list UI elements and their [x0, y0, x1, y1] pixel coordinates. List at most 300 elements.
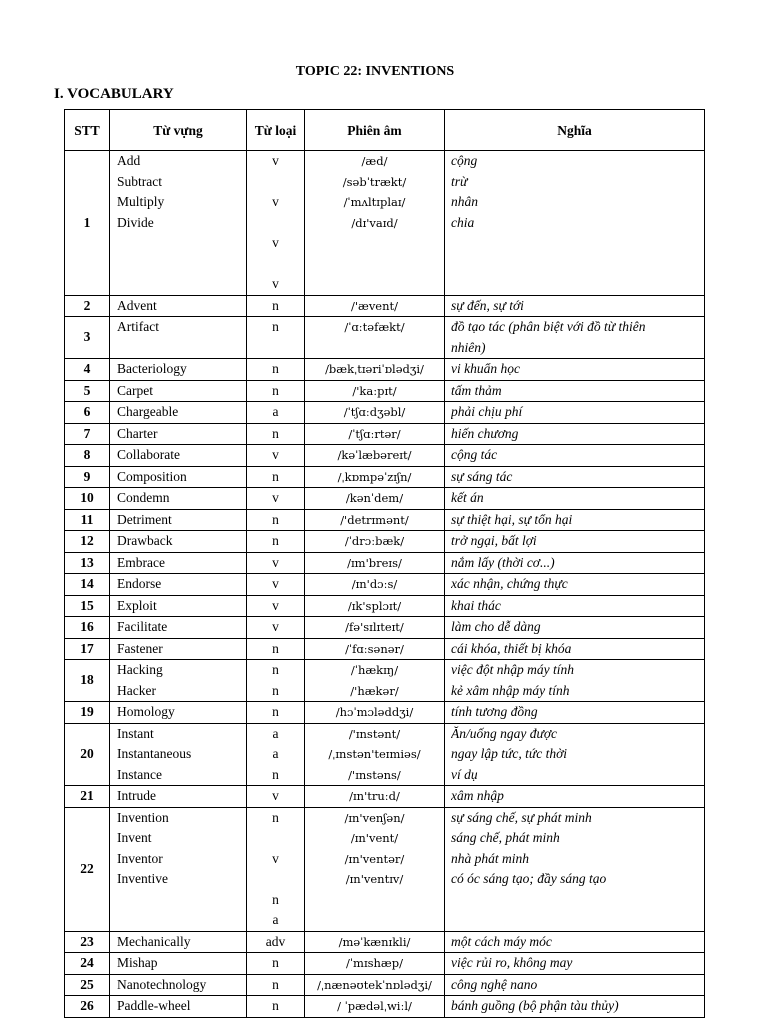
phonetic-line: /ɪn'venʃən/ [344, 810, 405, 825]
row-number: 2 [65, 295, 110, 317]
word-class [247, 660, 305, 702]
vocab-word-line: Composition [117, 468, 187, 484]
meaning-line: cộng tác [451, 447, 498, 462]
meaning [445, 786, 705, 808]
meaning-line: cộng [451, 153, 478, 168]
vocab-word [110, 317, 247, 359]
phonetic [305, 317, 445, 359]
phonetic-line: /ˈtʃɑːdʒəbl/ [343, 405, 406, 419]
meaning [445, 380, 705, 402]
word-class-line: n [272, 955, 279, 970]
meaning-line: sự sáng chế, sự phát minh [451, 809, 592, 825]
vocab-word [110, 151, 247, 296]
table-body [65, 151, 705, 1018]
phonetic-line: /'ɪnstənt/ [348, 726, 401, 741]
phonetic [305, 552, 445, 574]
header-ipa: Phiên âm [305, 110, 445, 151]
word-class [247, 931, 305, 953]
meaning-line: sự thiệt hại, sự tổn hại [451, 511, 573, 527]
word-class [247, 151, 305, 296]
word-class-line: n [272, 297, 279, 313]
row-number: 11 [65, 509, 110, 531]
word-class [247, 807, 305, 931]
meaning [445, 996, 705, 1018]
meaning [445, 151, 705, 296]
phonetic-line: /səbˈtrækt/ [342, 174, 407, 189]
meaning [445, 445, 705, 467]
word-class [247, 445, 305, 467]
vocab-word [110, 295, 247, 317]
table-row [65, 445, 705, 467]
vocab-word-line: Add [117, 153, 141, 168]
word-class-line: n [272, 704, 279, 719]
header-stt: STT [65, 110, 110, 151]
vocab-word-line: Intrude [117, 788, 156, 803]
phonetic-line: /ˈmʌltɪplaɪ/ [343, 195, 406, 209]
vocabulary-table [64, 109, 705, 1018]
word-class-line: a [272, 912, 279, 927]
meaning-line: chia [451, 214, 475, 230]
phonetic-line: /məˈkænɪkli/ [338, 934, 411, 949]
word-class [247, 974, 305, 996]
word-class-line: n [272, 468, 279, 484]
vocab-word [110, 531, 247, 553]
table-row [65, 295, 705, 317]
phonetic [305, 931, 445, 953]
phonetic [305, 974, 445, 996]
word-class-line: v [272, 850, 279, 866]
table-row [65, 807, 705, 931]
word-class-line: v [272, 447, 279, 462]
vocab-word-line: Charter [117, 425, 158, 441]
row-number: 6 [65, 402, 110, 424]
word-class-line: a [272, 746, 279, 761]
vocab-word-line: Fastener [117, 640, 163, 656]
vocab-word-line: Mechanically [117, 933, 191, 949]
meaning [445, 807, 705, 931]
word-class [247, 317, 305, 359]
vocab-word-line: Invent [117, 830, 152, 845]
vocab-word [110, 996, 247, 1018]
table-row [65, 552, 705, 574]
word-class-line: n [272, 891, 279, 907]
phonetic-line: /ˈmɪshæp/ [346, 956, 403, 970]
vocab-word-line: Facilitate [117, 619, 168, 634]
word-class-line [251, 869, 300, 890]
phonetic-line: /'hækər/ [350, 683, 399, 698]
topic-title: TOPIC 22: INVENTIONS [295, 64, 455, 79]
vocab-word [110, 931, 247, 953]
phonetic-line: /ˈfɑːsənər/ [345, 641, 404, 656]
vocab-word-line: Nanotechnology [117, 976, 207, 992]
phonetic [305, 660, 445, 702]
meaning [445, 574, 705, 596]
phonetic [305, 466, 445, 488]
phonetic-line: /ˈdrɔːbæk/ [344, 534, 405, 548]
word-class-line: n [272, 533, 279, 548]
word-class-line: v [272, 276, 279, 291]
vocab-word-line: Divide [117, 214, 154, 230]
row-number: 3 [65, 317, 110, 359]
phonetic-line: /ɪn'ventər/ [344, 851, 405, 866]
row-number: 20 [65, 723, 110, 786]
vocab-word [110, 423, 247, 445]
vocab-word-line: Condemn [117, 490, 170, 505]
table-row [65, 931, 705, 953]
meaning-line: cái khóa, thiết bị khóa [451, 640, 572, 656]
vocab-word-line: Exploit [117, 597, 157, 613]
phonetic [305, 402, 445, 424]
meaning-line: tính tương đồng [451, 704, 538, 719]
word-class-line [251, 254, 300, 275]
vocab-word [110, 488, 247, 510]
word-class-line: a [272, 404, 279, 419]
word-class-line: v [272, 788, 279, 803]
word-class [247, 488, 305, 510]
phonetic [305, 531, 445, 553]
meaning-line: tấm thảm [451, 382, 502, 398]
meaning [445, 402, 705, 424]
phonetic-line: /æd/ [361, 154, 388, 168]
meaning-line: có óc sáng tạo; đầy sáng tạo [451, 871, 607, 886]
phonetic-line: /kənˈdem/ [345, 491, 404, 505]
vocab-word-line: Artifact [117, 319, 159, 334]
vocab-word-line: Embrace [117, 554, 165, 570]
meaning-line: công nghệ nano [451, 976, 538, 992]
vocab-word [110, 445, 247, 467]
row-number: 16 [65, 617, 110, 639]
meaning-line: đồ tạo tác (phân biệt với đồ từ thiên [451, 319, 646, 334]
table-row [65, 151, 705, 296]
word-class-line: adv [265, 933, 286, 949]
vocab-word-line: Multiply [117, 194, 165, 209]
vocab-word-line: Hacking [117, 662, 163, 677]
word-class-line: n [272, 511, 279, 527]
meaning-line: nhà phát minh [451, 850, 530, 866]
phonetic-line: /dɪ'vaɪd/ [351, 215, 398, 230]
word-class-line: n [272, 382, 279, 398]
word-class-line: v [272, 554, 279, 570]
word-class [247, 531, 305, 553]
word-class-line: n [272, 640, 279, 656]
meaning-line: bánh guồng (bộ phận tàu thủy) [451, 998, 619, 1013]
phonetic [305, 509, 445, 531]
vocab-word [110, 786, 247, 808]
meaning-line: nhân [451, 194, 478, 209]
vocab-word [110, 380, 247, 402]
vocab-word-line: Detriment [117, 511, 172, 527]
table-row [65, 723, 705, 786]
vocab-word [110, 807, 247, 931]
meaning-line: nhiên) [451, 339, 486, 355]
phonetic-line: /'ɪnstəns/ [348, 767, 401, 782]
vocab-word [110, 660, 247, 702]
word-class-line: n [272, 998, 279, 1013]
table-header-row [65, 110, 705, 151]
phonetic [305, 295, 445, 317]
phonetic-line: /ɪm'breɪs/ [347, 555, 402, 570]
meaning [445, 317, 705, 359]
meaning [445, 617, 705, 639]
phonetic-line: /'ævent/ [350, 298, 399, 313]
meaning-line: kết án [451, 490, 484, 505]
vocab-word-line: Carpet [117, 382, 153, 398]
word-class [247, 380, 305, 402]
meaning-line: việc rủi ro, không may [451, 955, 573, 970]
phonetic-line: /ɪn'truːd/ [349, 789, 400, 803]
table-row [65, 595, 705, 617]
meaning-line: trừ [451, 173, 468, 189]
vocab-word-line: Inventive [117, 871, 168, 886]
vocab-word [110, 953, 247, 975]
row-number: 1 [65, 151, 110, 296]
vocab-word-line: Drawback [117, 533, 173, 548]
meaning [445, 595, 705, 617]
word-class [247, 509, 305, 531]
vocab-word-line: Paddle-wheel [117, 998, 191, 1013]
word-class-line: a [272, 725, 279, 741]
word-class [247, 996, 305, 1018]
vocab-word-line: Instant [117, 725, 154, 741]
word-class [247, 595, 305, 617]
phonetic-line: /fə'sɪlɪteɪt/ [345, 620, 404, 634]
phonetic-line: /ˈtʃɑːrtər/ [348, 426, 401, 441]
word-class-line [251, 172, 300, 193]
word-class-line: v [272, 576, 279, 591]
row-number: 18 [65, 660, 110, 702]
table-row [65, 380, 705, 402]
vocab-word [110, 974, 247, 996]
phonetic [305, 359, 445, 381]
row-number: 26 [65, 996, 110, 1018]
vocab-word-line: Invention [117, 809, 169, 825]
meaning [445, 423, 705, 445]
meaning [445, 953, 705, 975]
word-class-line: n [272, 425, 279, 441]
phonetic [305, 151, 445, 296]
vocab-word [110, 638, 247, 660]
word-class-line: v [272, 619, 279, 634]
meaning-line: khai thác [451, 597, 501, 613]
row-number: 10 [65, 488, 110, 510]
vocab-word [110, 617, 247, 639]
phonetic [305, 488, 445, 510]
header-word: Từ vựng [110, 110, 247, 151]
word-class-line [251, 828, 300, 849]
vocab-word-line: Advent [117, 297, 157, 313]
meaning-line: ngay lập tức, tức thời [451, 746, 568, 761]
meaning [445, 638, 705, 660]
meaning [445, 723, 705, 786]
section-heading: I. VOCABULARY [54, 86, 174, 102]
word-class-line: v [272, 235, 279, 250]
word-class-line: n [272, 361, 279, 376]
table-row [65, 317, 705, 359]
table-row [65, 996, 705, 1018]
phonetic-line: /'kaːpɪt/ [352, 383, 397, 398]
phonetic-line: /ˌnænəʊtekˈnɒlədʒi/ [317, 977, 432, 992]
table-row [65, 574, 705, 596]
phonetic-line: / ˈpædəlˌwiːl/ [337, 999, 412, 1013]
table-row [65, 974, 705, 996]
meaning [445, 931, 705, 953]
word-class [247, 617, 305, 639]
table-row [65, 466, 705, 488]
word-class-line: n [272, 682, 279, 698]
phonetic [305, 423, 445, 445]
meaning-line: nắm lấy (thời cơ...) [451, 554, 555, 570]
row-number: 22 [65, 807, 110, 931]
meaning-line: việc đột nhập máy tính [451, 662, 574, 677]
table-row [65, 638, 705, 660]
word-class-line: n [272, 766, 279, 782]
vocab-word-line: Collaborate [117, 447, 180, 462]
table-row [65, 488, 705, 510]
phonetic-line: /ɪn'dɔːs/ [351, 577, 398, 591]
word-class-line: v [272, 194, 279, 209]
meaning [445, 509, 705, 531]
vocab-word [110, 359, 247, 381]
phonetic [305, 445, 445, 467]
table-row [65, 617, 705, 639]
vocab-word [110, 552, 247, 574]
meaning-line: làm cho dễ dàng [451, 619, 541, 634]
meaning [445, 466, 705, 488]
phonetic [305, 786, 445, 808]
word-class [247, 359, 305, 381]
phonetic-line: /ˌkɒmpəˈzɪʃn/ [337, 469, 412, 484]
phonetic [305, 702, 445, 724]
phonetic-line: /hɔˈmɔləddʒi/ [335, 705, 414, 719]
meaning-line: phải chịu phí [451, 404, 523, 419]
meaning-line: ví dụ [451, 766, 478, 782]
word-class [247, 466, 305, 488]
table-row [65, 531, 705, 553]
vocab-word-line: Chargeable [117, 404, 179, 419]
meaning-line: xác nhận, chứng thực [451, 576, 568, 591]
row-number: 23 [65, 931, 110, 953]
meaning-line: vi khuẩn học [451, 361, 520, 376]
meaning [445, 488, 705, 510]
phonetic-line: /ˈɑːtəfækt/ [344, 320, 405, 334]
vocab-word [110, 509, 247, 531]
table-row [65, 702, 705, 724]
phonetic [305, 996, 445, 1018]
phonetic [305, 638, 445, 660]
row-number: 17 [65, 638, 110, 660]
word-class-line [251, 213, 300, 234]
table-row [65, 786, 705, 808]
vocab-word [110, 466, 247, 488]
meaning-line: hiến chương [451, 425, 519, 441]
phonetic-line: /ɪn'vent/ [350, 831, 399, 845]
phonetic-line: /kəˈlæbəreɪt/ [337, 448, 412, 462]
header-meaning: Nghĩa [445, 110, 705, 151]
word-class [247, 723, 305, 786]
vocab-word [110, 402, 247, 424]
phonetic [305, 723, 445, 786]
word-class [247, 552, 305, 574]
word-class-line: n [272, 976, 279, 992]
row-number: 4 [65, 359, 110, 381]
meaning [445, 660, 705, 702]
vocab-word-line: Subtract [117, 173, 162, 189]
meaning-line: xâm nhập [451, 788, 504, 803]
meaning-line: sự đến, sự tới [451, 297, 524, 313]
row-number: 12 [65, 531, 110, 553]
meaning-line: sự sáng tác [451, 468, 513, 484]
header-pos: Từ loại [247, 110, 305, 151]
table-row [65, 509, 705, 531]
row-number: 25 [65, 974, 110, 996]
phonetic [305, 595, 445, 617]
vocab-word-line: Inventor [117, 850, 163, 866]
vocab-word-line: Mishap [117, 955, 158, 970]
word-class [247, 786, 305, 808]
vocab-word-line: Hacker [117, 682, 156, 698]
word-class-line: v [272, 490, 279, 505]
meaning-line: trở ngại, bất lợi [451, 533, 537, 548]
word-class [247, 295, 305, 317]
phonetic [305, 574, 445, 596]
phonetic [305, 953, 445, 975]
row-number: 15 [65, 595, 110, 617]
word-class-line: v [272, 597, 279, 613]
vocab-word [110, 702, 247, 724]
meaning-line: sáng chế, phát minh [451, 830, 560, 845]
phonetic-line: /bækˌtɪəriˈɒlədʒi/ [325, 362, 424, 376]
table-row [65, 423, 705, 445]
word-class-line: n [272, 662, 279, 677]
vocab-word [110, 574, 247, 596]
word-class [247, 702, 305, 724]
phonetic [305, 617, 445, 639]
vocab-word-line: Endorse [117, 576, 162, 591]
word-class [247, 638, 305, 660]
table-row [65, 953, 705, 975]
meaning [445, 531, 705, 553]
phonetic-line: /ˌɪnstən'teɪmiəs/ [328, 747, 421, 761]
vocab-word [110, 723, 247, 786]
row-number: 13 [65, 552, 110, 574]
row-number: 8 [65, 445, 110, 467]
vocab-word [110, 595, 247, 617]
vocab-word-line: Bacteriology [117, 361, 187, 376]
table-row [65, 359, 705, 381]
meaning [445, 359, 705, 381]
word-class [247, 423, 305, 445]
table-row [65, 660, 705, 702]
row-number: 14 [65, 574, 110, 596]
row-number: 24 [65, 953, 110, 975]
phonetic-line: /'detrɪmənt/ [340, 512, 409, 527]
phonetic-line: /ˈhækɪŋ/ [350, 663, 399, 677]
meaning [445, 974, 705, 996]
word-class-line: v [272, 153, 279, 168]
vocab-word-line: Instantaneous [117, 746, 192, 761]
meaning-line: một cách máy móc [451, 933, 552, 949]
row-number: 19 [65, 702, 110, 724]
table-row [65, 402, 705, 424]
phonetic-line: /ɪk'splɔɪt/ [347, 598, 402, 613]
word-class [247, 574, 305, 596]
meaning [445, 702, 705, 724]
meaning-line: Ăn/uống ngay được [451, 725, 558, 741]
phonetic [305, 380, 445, 402]
meaning [445, 552, 705, 574]
word-class [247, 953, 305, 975]
row-number: 5 [65, 380, 110, 402]
